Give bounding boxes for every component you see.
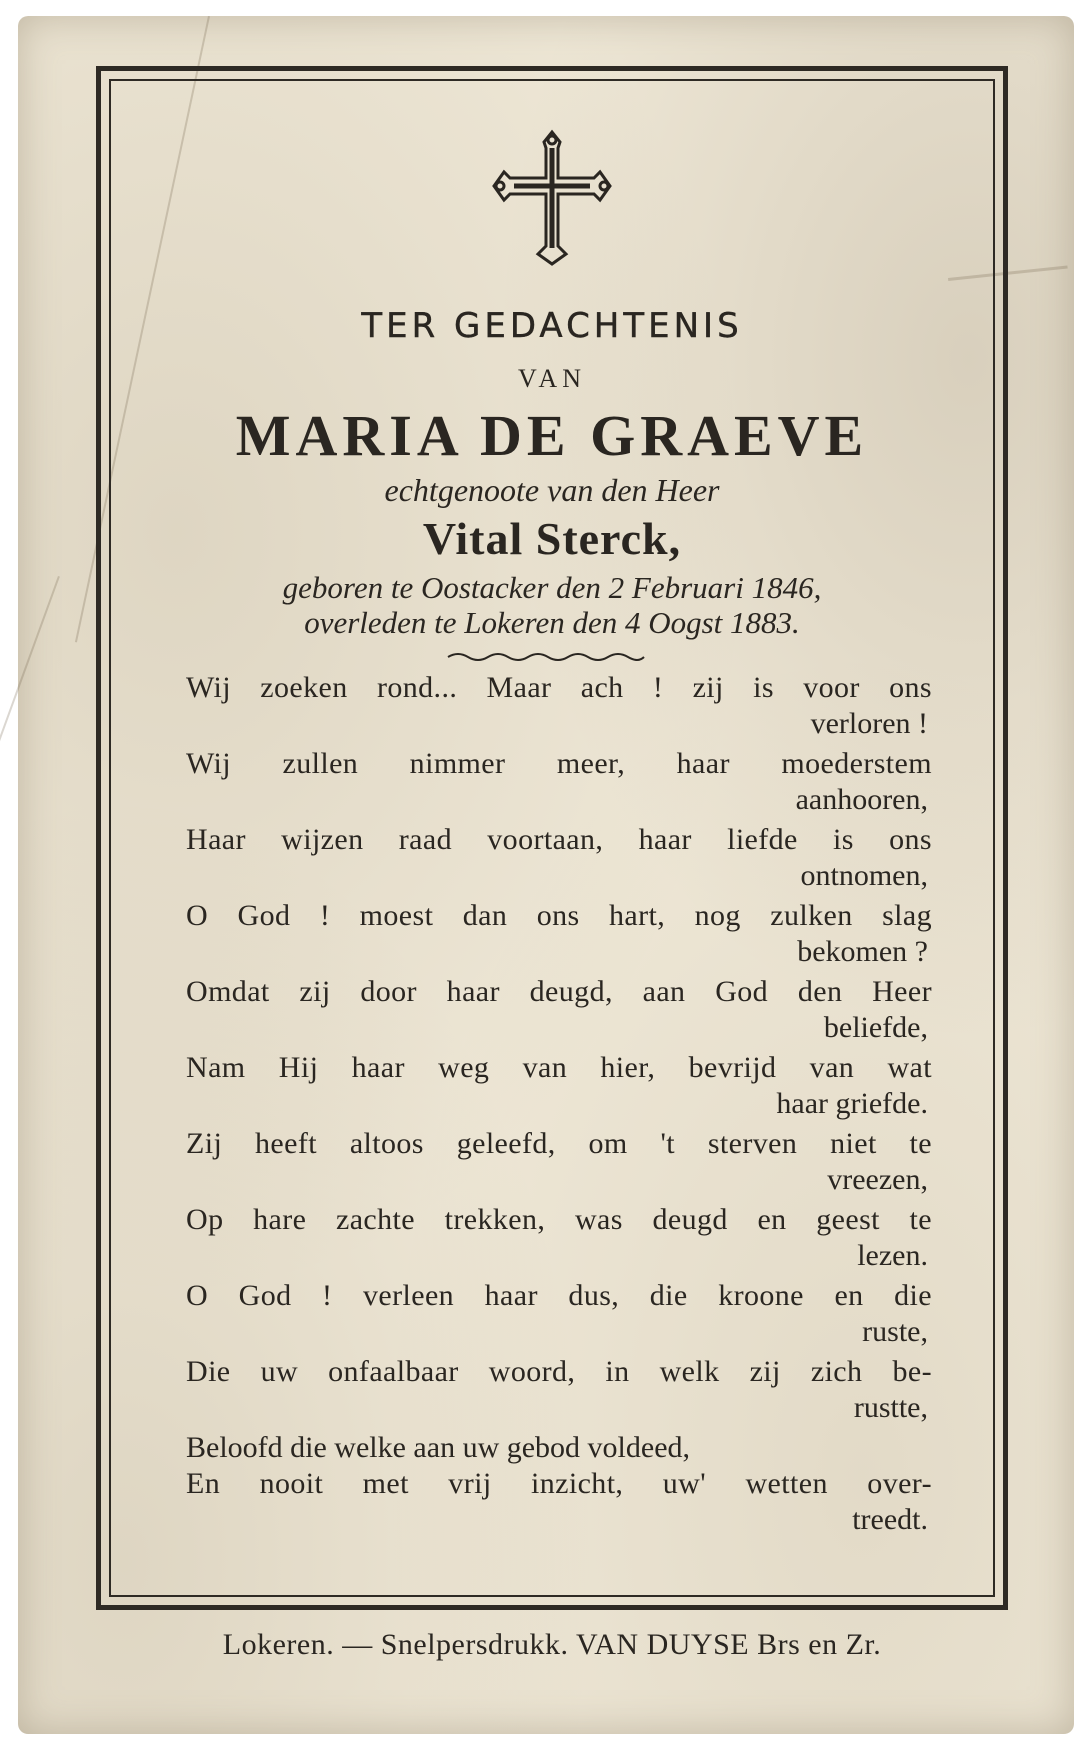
van-label: VAN	[518, 364, 586, 393]
poem-verse	[186, 1126, 932, 1198]
poem-line: Haar wijzen raad voortaan, haar liefde is ons	[186, 823, 932, 856]
death-line: overleden te Lokeren den 4 Oogst 1883.	[304, 605, 800, 640]
poem-line: Nam Hij haar weg van hier, bevrijd van wat	[186, 1051, 932, 1084]
poem-verse	[186, 1354, 932, 1426]
spouse-label: echtgenoote van den Heer	[384, 472, 720, 508]
poem-line: Die uw onfaalbaar woord, in welk zij zich be-	[186, 1355, 932, 1388]
memorial-heading: TER GEDACHTENIS	[361, 306, 743, 346]
poem-line-continuation: lezen.	[857, 1239, 928, 1272]
poem-line: En nooit met vrij inzicht, uw' wetten over-	[186, 1467, 932, 1500]
poem-line: O God ! verleen haar dus, die kroone en die	[186, 1279, 932, 1312]
poem-line-continuation: beliefde,	[823, 1011, 928, 1044]
poem-verse	[186, 898, 932, 970]
poem-line: Omdat zij door haar deugd, aan God den Heer	[186, 975, 932, 1008]
poem-line-continuation: haar griefde.	[776, 1087, 928, 1120]
poem-verse	[186, 974, 932, 1046]
poem-verse	[186, 670, 932, 742]
poem-verse	[186, 1466, 932, 1538]
poem-line: Beloofd die welke aan uw gebod voldeed,	[186, 1431, 691, 1464]
poem-line-continuation: treedt.	[852, 1503, 928, 1536]
cross-icon	[490, 128, 614, 266]
poem	[186, 670, 932, 1542]
poem-line: O God ! moest dan ons hart, nog zulken slag	[186, 899, 932, 932]
poem-line: Zij heeft altoos geleefd, om 't sterven niet te	[186, 1127, 932, 1160]
poem-verse	[186, 1430, 932, 1466]
poem-line-continuation: bekomen ?	[797, 935, 928, 968]
poem-verse	[186, 1050, 932, 1122]
poem-line: Op hare zachte trekken, was deugd en geest te	[186, 1203, 932, 1236]
spouse-name: Vital Sterck,	[422, 513, 682, 564]
wavy-divider	[446, 650, 646, 664]
poem-verse	[186, 1278, 932, 1350]
poem-line-continuation: ruste,	[862, 1315, 928, 1348]
poem-verse	[186, 1202, 932, 1274]
paper-crease	[0, 576, 60, 783]
poem-line: Wij zoeken rond... Maar ach ! zij is voor ons	[186, 671, 932, 704]
poem-verse	[186, 822, 932, 894]
poem-line-continuation: vreezen,	[827, 1163, 928, 1196]
poem-line: Wij zullen nimmer meer, haar moederstem	[186, 747, 932, 780]
deceased-name: MARIA DE GRAEVE	[235, 403, 869, 468]
birth-line: geboren te Oostacker den 2 Februari 1846,	[282, 570, 822, 605]
poem-verse	[186, 746, 932, 818]
poem-line-continuation: verloren !	[810, 707, 928, 740]
poem-line-continuation: ontnomen,	[800, 859, 928, 892]
poem-line-continuation: rustte,	[853, 1391, 928, 1424]
poem-line-continuation: aanhooren,	[795, 783, 928, 816]
printer-imprint: Lokeren. — Snelpersdrukk. VAN DUYSE Brs en Zr.	[222, 1628, 882, 1661]
